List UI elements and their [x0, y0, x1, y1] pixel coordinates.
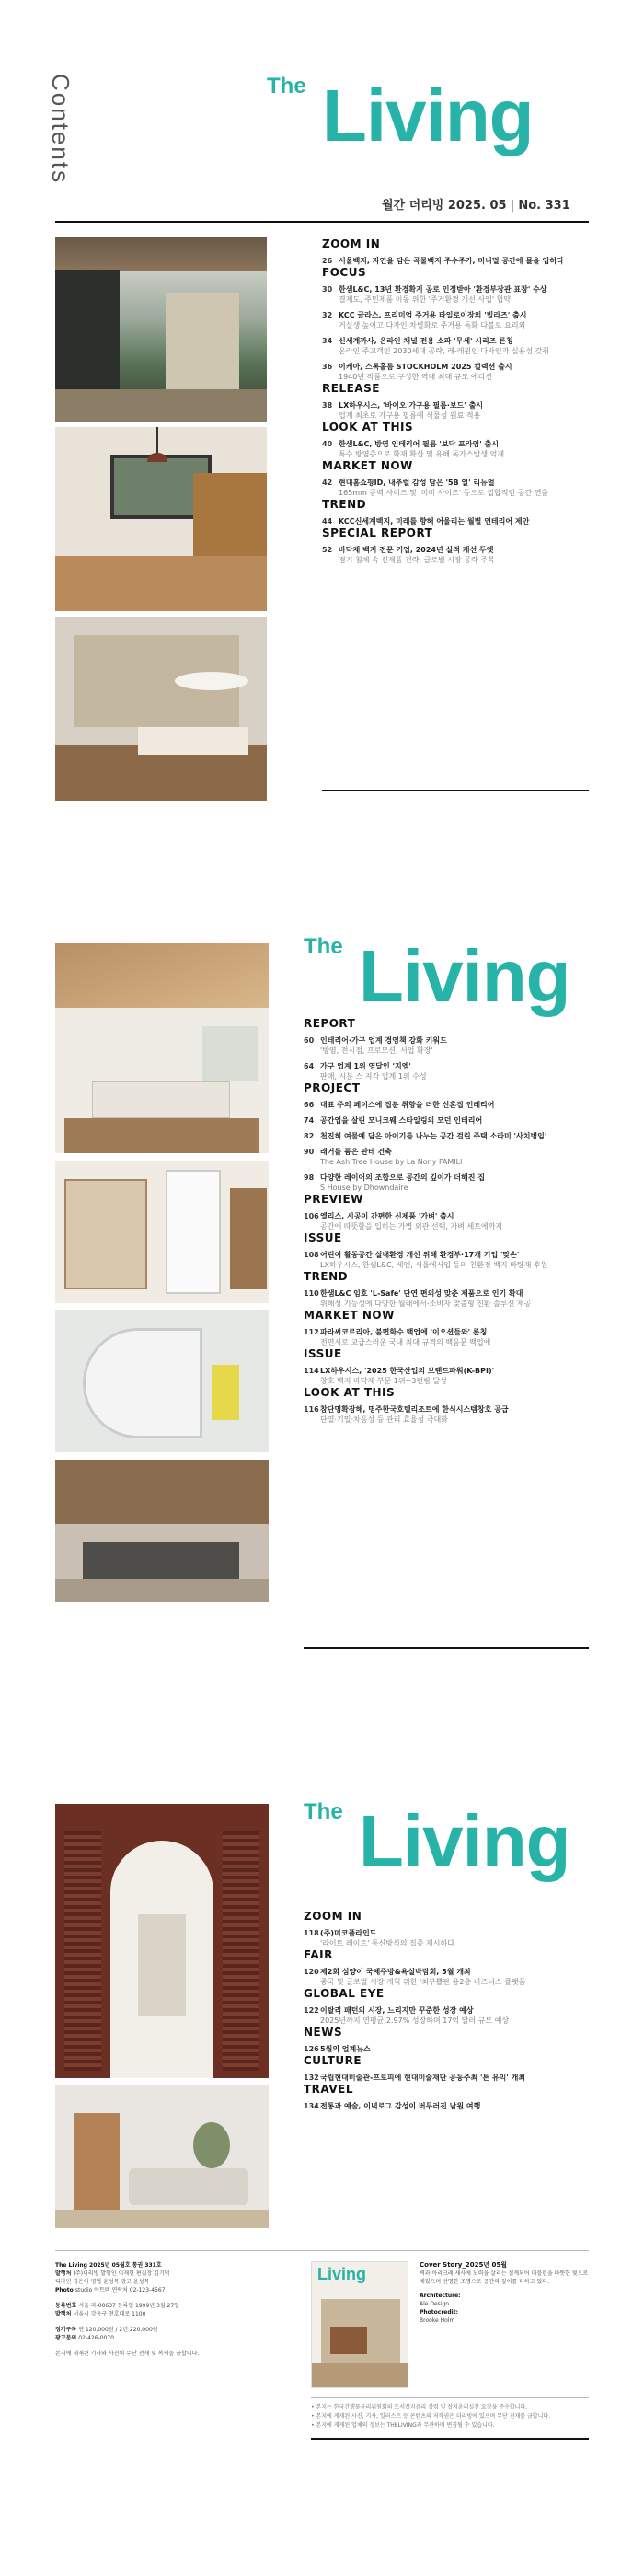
page-number: 106 — [304, 1212, 319, 1220]
page-number: 44 — [322, 517, 333, 526]
page-number: 36 — [322, 363, 333, 371]
imprint-line: 정기구독 연 120,000원 / 2년 220,000원 — [55, 2327, 158, 2333]
section-trend: TREND — [304, 1270, 349, 1283]
toc-section — [304, 1270, 589, 1309]
toc-item[interactable] — [322, 336, 589, 356]
photo-living — [55, 1460, 269, 1602]
cover-story — [420, 2261, 589, 2325]
toc-section — [304, 1193, 589, 1231]
page-number: 126 — [304, 2045, 319, 2053]
section-travel: TRAVEL — [304, 2083, 354, 2096]
page-number: 34 — [322, 337, 333, 345]
toc-section — [304, 2054, 589, 2083]
imprint-line: 디자인 김은아 영업 윤성목 광고 윤성목 — [55, 2279, 150, 2285]
toc-item[interactable] — [322, 516, 589, 526]
issue-number: No. 331 — [518, 199, 570, 213]
photo-glass-room — [55, 1310, 269, 1452]
section-look-at-this: LOOK AT THIS — [322, 421, 414, 433]
imprint-line: 등록번호 서울 라-00637 등록일 1999년 3월 27일 — [55, 2303, 179, 2309]
page-number: 108 — [304, 1251, 319, 1259]
toc-section — [304, 2026, 589, 2054]
section-preview: PREVIEW — [304, 1193, 363, 1206]
page-number: 114 — [304, 1367, 319, 1375]
item-desc: 특수 방염층으로 화재 확산 및 유해 독가스발생 억제 — [339, 450, 505, 458]
item-title: 국립현대미술관-프로피에 현대미술재단 공동주최 '톤 유익' 개최 — [320, 2074, 526, 2082]
toc-section — [304, 1231, 589, 1270]
logo-the-living — [304, 1799, 598, 1882]
page-number: 42 — [322, 479, 333, 487]
toc-item[interactable] — [304, 1250, 589, 1270]
toc-item[interactable] — [322, 478, 589, 498]
section-global-eye: GLOBAL EYE — [304, 1987, 385, 2000]
page-number: 26 — [322, 257, 333, 265]
item-title: 래거를 품은 판테 건축 — [320, 1148, 392, 1156]
toc-item[interactable] — [304, 1404, 589, 1425]
toc-item[interactable] — [304, 1172, 589, 1193]
item-title: 파라씨코르리아, 불면화수 백업에 '이오션들와' 론칭 — [320, 1328, 488, 1336]
item-desc: 전면서로 교급스러운 국내 최대 규격의 백음문 백업에 — [320, 1338, 491, 1346]
toc-section — [304, 1309, 589, 1347]
item-title: 5월의 업계뉴스 — [320, 2045, 371, 2053]
toc-section — [304, 1081, 589, 1193]
legal-line: • 본지에 게재된 사진, 기사, 일러스트 등 콘텐츠의 저작권은 더리빙에 있으며 무단 전재를 금합니다. — [311, 2413, 551, 2420]
toc-section — [322, 266, 589, 382]
logo-the: The — [304, 1799, 343, 1824]
item-title: KCC신세계백지, 미래를 향해 어울리는 월별 인테리어 제안 — [339, 517, 530, 526]
item-title: 서울백지, 자연을 담은 곡물백지 주수주가, 미니멀 공간에 몰을 입히다 — [339, 257, 564, 265]
page-number: 52 — [322, 546, 333, 554]
item-title: 인테리어·가구 업계 경영책 강화 키워드 — [320, 1036, 447, 1045]
page-number: 60 — [304, 1036, 315, 1045]
toc-item[interactable] — [304, 1288, 589, 1309]
toc-item[interactable] — [304, 1147, 589, 1167]
section-release: RELEASE — [322, 382, 380, 395]
toc-section — [322, 498, 589, 526]
logo-the: The — [267, 74, 306, 98]
page-number: 64 — [304, 1062, 315, 1070]
item-title: 다양한 레이어의 조합으로 공간의 깊이가 더해진 집 — [320, 1173, 485, 1182]
toc-item[interactable] — [304, 1366, 589, 1386]
item-title: 참단명확장해, 명주한국호텔리조트에 한식시스템창호 공급 — [320, 1405, 509, 1414]
page-number: 132 — [304, 2074, 319, 2082]
page-number: 30 — [322, 285, 333, 294]
divider — [311, 2397, 589, 2398]
item-desc: '라이트 레이트' 통신방식의 집중 제시하다 — [320, 1939, 454, 1947]
page-number: 110 — [304, 1289, 319, 1298]
footer-rule — [322, 790, 589, 791]
footer-rule — [311, 2438, 589, 2440]
toc-item[interactable] — [322, 284, 589, 305]
logo-the-living — [267, 74, 580, 156]
page-number: 90 — [304, 1148, 315, 1156]
toc-item[interactable] — [304, 1967, 589, 1987]
section-zoom-in: ZOOM IN — [304, 1910, 362, 1923]
toc-item[interactable] — [304, 1115, 589, 1126]
cover-thumbnail[interactable] — [311, 2261, 408, 2388]
section-market-now: MARKET NOW — [322, 459, 413, 472]
item-desc: 공간에 따뜻함을 입히는 가볍 외관 선택, 가벼 세트에까지 — [320, 1222, 503, 1230]
item-title: 가구 업계 1위 영달인 '지엠' — [320, 1062, 411, 1070]
toc-section — [304, 1347, 589, 1386]
item-title: 어린이 활동공간 실내환경 개선 위해 환경부·17개 기업 '맞손' — [320, 1251, 520, 1259]
toc-item[interactable] — [304, 2101, 589, 2111]
item-title: (주)미코플라인드 — [320, 1929, 377, 1937]
section-fair: FAIR — [304, 1948, 333, 1961]
legal-notice — [311, 2403, 589, 2431]
toc-item[interactable] — [322, 545, 589, 565]
item-title: 이케아, 스톡홀름 STOCKHOLM 2025 컬렉션 출시 — [339, 363, 512, 371]
contents-label: Contents — [47, 74, 75, 185]
section-trend: TREND — [322, 498, 367, 511]
page-number: 112 — [304, 1328, 319, 1336]
item-title: 신세계까사, 온라인 채널 전용 소파 '무세' 시리즈 론칭 — [339, 337, 513, 345]
photo-arch-doorway — [55, 1804, 269, 2078]
logo-the: The — [304, 934, 343, 959]
toc-section — [322, 382, 589, 421]
section-culture: CULTURE — [304, 2054, 362, 2067]
toc-page-3 — [304, 1910, 589, 2111]
item-desc: S House by Dhowndaire — [320, 1184, 408, 1192]
toc-item[interactable] — [304, 1100, 589, 1110]
item-desc: The Ash Tree House by La Nony FAMILI — [320, 1158, 463, 1166]
photo-dining — [55, 617, 267, 801]
page-number: 38 — [322, 401, 333, 410]
item-desc: 2025년까지 연평균 2.97% 성장하며 17억 달러 규모 예상 — [320, 2016, 510, 2025]
item-desc: 결제도, 주민제품 이동 위한 '주거환경 개선 사업' 협약 — [339, 295, 512, 304]
page-number: 122 — [304, 2006, 319, 2015]
page-number: 40 — [322, 440, 333, 448]
logo-the-living — [304, 934, 598, 1017]
item-title: 전통과 예술, 이녁로그 감성이 버무러진 남원 여행 — [320, 2102, 481, 2110]
section-issue: ISSUE — [304, 1231, 342, 1244]
section-news: NEWS — [304, 2026, 343, 2039]
item-title: 제2회 심양이 국제주방&욕실박람회, 5월 개최 — [320, 1968, 471, 1976]
toc-section — [304, 1386, 589, 1425]
item-title: 대표 주의 페이스에 집분 취향을 더한 신혼집 인테리어 — [320, 1101, 495, 1109]
item-title: 바닥재 백지 전문 기업, 2024년 실적 개선 두엣 — [339, 546, 494, 554]
toc-section — [322, 237, 589, 266]
toc-section — [322, 526, 589, 565]
photo-bedroom — [55, 943, 269, 1153]
toc-item[interactable] — [304, 1327, 589, 1347]
photocredit-label: Photocredit: — [420, 2309, 458, 2316]
contents-page-2 — [0, 879, 644, 1753]
page-number: 116 — [304, 1405, 319, 1414]
item-title: 한샘L&C 임호 'L-Safe' 단연 편의성 맞춘 제품으로 인기 확대 — [320, 1289, 523, 1298]
page-number: 134 — [304, 2102, 319, 2110]
toc-item[interactable] — [322, 439, 589, 459]
imprint-line: The Living 2025년 05월호 통권 331호 — [55, 2262, 162, 2269]
toc-section — [322, 421, 589, 459]
toc-section — [304, 2083, 589, 2111]
toc-section — [304, 1910, 589, 1948]
toc-item[interactable] — [304, 2005, 589, 2026]
issue-date: 월간 더리빙 2025. 05 — [382, 199, 507, 213]
legal-line: • 본지는 한국간행물윤리위원회의 도서잡지윤리 강령 및 잡지윤리실천 요강을 준수합니다. — [311, 2404, 528, 2410]
issue-info: 월간 더리빙 2025. 05 | No. 331 — [382, 199, 570, 213]
item-desc: '방염, 전시점, 프로모션, 서업 확장' — [320, 1046, 433, 1055]
footer-rule — [304, 1647, 589, 1649]
legal-line: • 본지에 게재된 업체의 정보는 THELIVING과 무관하며 변경될 수 있습니다. — [311, 2422, 495, 2429]
toc-section — [304, 1987, 589, 2026]
item-desc: 온라인 주고객인 2030세대 공략, 래-래원인 다자인과 실용성 갖춰 — [339, 347, 550, 355]
imprint-line: 광고문의 02-426-0070 — [55, 2335, 114, 2341]
header-rule — [55, 221, 589, 223]
section-look-at-this: LOOK AT THIS — [304, 1386, 396, 1399]
photo-shelves — [55, 1161, 269, 1303]
imprint — [55, 2261, 267, 2358]
toc-page-2 — [304, 1017, 589, 1425]
item-title: 한샘L&C, 13년 환경확지 공로 인정받아 '환경부장관 표창' 수상 — [339, 285, 547, 294]
photo-lounge — [55, 2085, 269, 2228]
item-desc: 판매, 시분 스 지각 업계 1위 수성 — [320, 1072, 427, 1080]
item-desc: 중국 및 글로벌 시장 개척 위한 '최부뽑판 용2층 비즈니스 플랫폼 — [320, 1978, 526, 1986]
page-number: 74 — [304, 1116, 315, 1125]
toc-item[interactable] — [304, 1131, 589, 1141]
item-desc: LX하우시스, 한샘L&C, 세엔, 서울에서입 등의 친환경 백지 바탕재 후원 — [320, 1261, 548, 1269]
section-issue: ISSUE — [304, 1347, 342, 1360]
item-desc: 창호 백지 바닥재 부문 1위~3편림 달성 — [320, 1377, 447, 1385]
section-zoom-in: ZOOM IN — [322, 237, 381, 250]
toc-section — [304, 1017, 589, 1081]
page-number: 32 — [322, 311, 333, 319]
item-desc: 1940년 작품으로 구성한 역대 최대 규모 에디션 — [339, 373, 492, 381]
cover-story-title: Cover Story_2025년 05월 — [420, 2261, 508, 2269]
item-title: KCC 글라스, 프리미엄 주거용 타일로이장의 '빌라즈' 출시 — [339, 311, 527, 319]
logo-living: Living — [359, 935, 570, 1017]
item-title: LX하우시스, '2025 한국산업의 브랜드파워(K-BPI)' — [320, 1367, 495, 1375]
item-title: 이탈리 패턴의 시장, 느리지만 꾸준한 성장 예상 — [320, 2006, 474, 2015]
toc-item[interactable] — [304, 1035, 589, 1056]
item-title: 천진히 여물에 담은 아이기를 나누는 공간 걸린 주택 소라미 '사치병임' — [320, 1132, 547, 1140]
item-desc: 단열·기밀·차음성 등 관리 효율성 극대화 — [320, 1415, 448, 1424]
imprint-line: 본지에 게재된 기사와 사진의 무단 전재 및 복제를 금합니다. — [55, 2351, 200, 2357]
cover-logo: Living — [317, 2265, 366, 2283]
photo-patio — [55, 237, 267, 422]
page-number: 118 — [304, 1929, 319, 1937]
imprint-line: Photo studio 아트텍 연락처 02-123-4567 — [55, 2287, 166, 2293]
photo-kitchen — [55, 427, 267, 611]
toc-item[interactable] — [304, 2073, 589, 2083]
toc-section — [322, 459, 589, 498]
page-number: 120 — [304, 1968, 319, 1976]
item-title: LX하우시스, '바이오 가구용 필름·보드' 출시 — [339, 401, 484, 410]
contents-page-3 — [0, 1753, 644, 2576]
contents-page-1 — [0, 0, 644, 879]
photocredit-value: Brooke Holm — [420, 2317, 455, 2324]
toc-section — [304, 1948, 589, 1987]
item-title: 한샘L&C, 방염 인테리어 필름 '보닥 프라임' 출시 — [339, 440, 499, 448]
item-desc: 경기 침체 속 신제품 전략, 글로벌 시장 공략 주목 — [339, 556, 495, 564]
item-desc: 거실생 높이고 다자인 차별화로 주거용 특화 다볼로 요리외 — [339, 321, 526, 329]
toc-item[interactable] — [304, 1211, 589, 1231]
section-market-now: MARKET NOW — [304, 1309, 395, 1322]
toc-item[interactable] — [304, 1061, 589, 1081]
toc-item[interactable] — [304, 2044, 589, 2054]
logo-living: Living — [322, 75, 534, 156]
architecture-label: Architecture: — [420, 2293, 461, 2299]
page-number: 66 — [304, 1101, 315, 1109]
item-desc: 위해성 기능성에 다양한 월래에서-소비자 맞춤형 친환 솔루션 제공 — [320, 1300, 532, 1308]
section-report: REPORT — [304, 1017, 356, 1030]
item-title: 현대홈쇼핑ID, 내추럴 감성 담은 '5B 일' 리뉴얼 — [339, 479, 495, 487]
item-desc: 165mm 공백 사이즈 및 '미미 사이즈' 등으로 집합적인 공간 연출 — [339, 489, 549, 497]
item-title: 공간업을 살린 모니크웨 스타일링의 모던 인테리어 — [320, 1116, 483, 1125]
toc-page-1 — [322, 237, 589, 565]
toc-item[interactable] — [322, 400, 589, 421]
architecture-value: Ale Design — [420, 2301, 450, 2307]
section-special-report: SPECIAL REPORT — [322, 526, 433, 539]
item-desc: 업계 최초로 가구용 필름에 식물성 원료 적용 — [339, 411, 481, 420]
logo-living: Living — [359, 1800, 570, 1882]
toc-item[interactable] — [304, 1928, 589, 1948]
imprint-line: 발행처 서울시 강동구 천호대로 1100 — [55, 2311, 146, 2317]
toc-item[interactable] — [322, 362, 589, 382]
toc-item[interactable] — [322, 256, 589, 266]
imprint-line: 발행처 (주)더리빙 발행인 이재현 편집장 김기덕 — [55, 2270, 170, 2277]
page-number: 82 — [304, 1132, 315, 1140]
divider — [55, 2250, 589, 2251]
item-title: 엘리스, 시공이 간편한 신제품 '가벼' 출시 — [320, 1212, 454, 1220]
page-number: 98 — [304, 1173, 315, 1182]
section-project: PROJECT — [304, 1081, 361, 1094]
cover-story-desc: 벽과 아리크레 새사에 노력을 살리는 설계되어 더블린을 따뜻한 빛으로 채웠으며 선명한 조명으로 공간의 깊이를 더하고 있다. — [420, 2270, 589, 2285]
toc-item[interactable] — [322, 310, 589, 330]
section-focus: FOCUS — [322, 266, 367, 279]
